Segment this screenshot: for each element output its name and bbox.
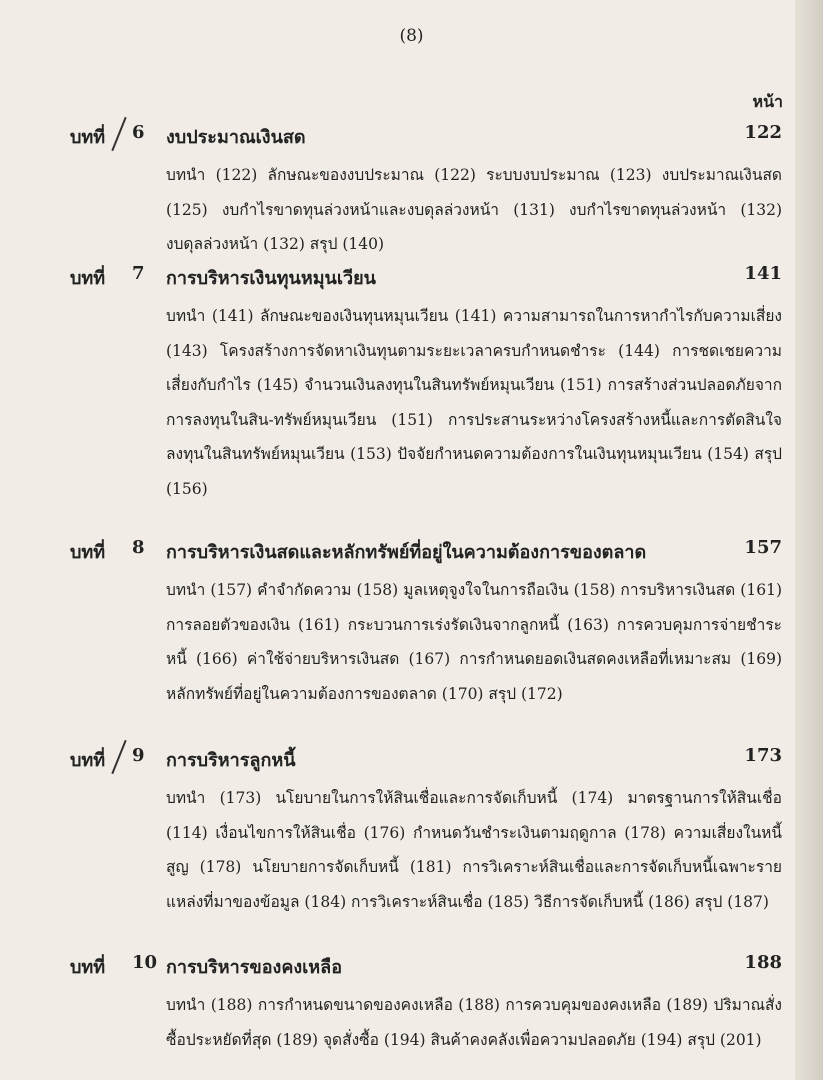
page-column-label: หน้า <box>752 92 783 111</box>
chapter-page: 173 <box>744 745 782 766</box>
page-edge <box>795 0 823 1080</box>
chapter-title: งบประมาณเงินสด <box>166 127 306 148</box>
chapter-heading <box>70 537 782 567</box>
chapter-word: บทที่ <box>70 127 106 148</box>
chapter-word: บทที่ <box>70 268 106 289</box>
page-number: (8) <box>399 26 424 46</box>
chapter-contents: บทนำ (157) คำจำกัดความ (158) มูลเหตุจูงใจในการถือเงิน (158) การบริหารเงินสด (161) การลอยตัวของเงิน (161) กระบวนการเร่งรัดเงินจากลูกหนี้ (163) การควบคุมการจ่ายชำระหนี้ (166) ค่าใช้จ่ายบริหารเงินสด (167) การกำหนดยอดเงินสดคงเหลือที่เหมาะสม (169) หลักทรัพย์ที่อยู่ในความต้องการของตลาด (170) สรุป (172) <box>166 581 782 703</box>
chapter-title: การบริหารของคงเหลือ <box>166 957 343 978</box>
chapter-title: การบริหารเงินทุนหมุนเวียน <box>166 268 376 289</box>
chapter-7 <box>70 263 782 506</box>
chapter-heading <box>70 122 782 152</box>
chapter-9 <box>70 745 782 919</box>
chapter-number: 10 <box>132 952 158 973</box>
chapter-number: 6 <box>132 122 145 143</box>
pen-mark <box>111 740 126 774</box>
chapter-word: บทที่ <box>70 542 106 563</box>
chapter-title: การบริหารเงินสดและหลักทรัพย์ที่อยู่ในความต้องการของตลาด <box>166 542 647 563</box>
chapter-number: 9 <box>132 745 145 766</box>
chapter-10 <box>70 952 782 1057</box>
chapter-contents: บทนำ (141) ลักษณะของเงินทุนหมุนเวียน (141) ความสามารถในการหากำไรกับความเสี่ยง (143) โครงสร้างการจัดหาเงินทุนตามระยะเวลาครบกำหนดชำระ (144) การชดเชยความเสี่ยงกับกำไร (145) จำนวนเงินลงทุนในสินทรัพย์หมุนเวียน (151) การสร้างส่วนปลอดภัยจากการลงทุนในสิน-ทรัพย์หมุนเวียน (151) การประสานระหว่างโครงสร้างหนี้และการตัดสินใจลงทุนในสินทรัพย์หมุนเวียน (153) ปัจจัยกำหนดความต้องการในเงินทุนหมุนเวียน (154) สรุป (156) <box>166 307 782 498</box>
chapter-title: การบริหารลูกหนี้ <box>166 750 296 771</box>
chapter-8 <box>70 537 782 711</box>
chapter-heading <box>70 952 782 982</box>
chapter-word: บทที่ <box>70 957 106 978</box>
chapter-number: 7 <box>132 263 145 284</box>
chapter-contents: บทนำ (188) การกำหนดขนาดของคงเหลือ (188) การควบคุมของคงเหลือ (189) ปริมาณสั่งซื้อประหยัดที่สุด (189) จุดสั่งซื้อ (194) สินค้าคงคลังเพื่อความปลอดภัย (194) สรุป (201) <box>166 996 782 1049</box>
chapter-word: บทที่ <box>70 750 106 771</box>
chapter-heading <box>70 263 782 293</box>
chapter-heading <box>70 745 782 775</box>
chapter-contents: บทนำ (122) ลักษณะของงบประมาณ (122) ระบบงบประมาณ (123) งบประมาณเงินสด (125) งบกำไรขาดทุนล่วงหน้าและงบดุลล่วงหน้า (131) งบกำไรขาดทุนล่วงหน้า (132) งบดุลล่วงหน้า (132) สรุป (140) <box>166 166 782 253</box>
chapter-page: 188 <box>744 952 782 973</box>
chapter-contents: บทนำ (173) นโยบายในการให้สินเชื่อและการจัดเก็บหนี้ (174) มาตรฐานการให้สินเชื่อ (114) เงื่อนไขการให้สินเชื่อ (176) กำหนดวันชำระเงินตามฤดูกาล (178) ความเสี่ยงในหนี้สูญ (178) นโยบายการจัดเก็บหนี้ (181) การวิเคราะห์สินเชื่อและการจัดเก็บหนี้เฉพาะราย แหล่งที่มาของข้อมูล (184) การวิเคราะห์สินเชื่อ (185) วิธีการจัดเก็บหนี้ (186) สรุป (187) <box>166 789 782 911</box>
chapter-6 <box>70 122 782 262</box>
chapter-number: 8 <box>132 537 145 558</box>
chapter-page: 122 <box>744 122 782 143</box>
chapter-page: 157 <box>744 537 782 558</box>
pen-mark <box>111 117 126 151</box>
chapter-page: 141 <box>744 263 782 284</box>
